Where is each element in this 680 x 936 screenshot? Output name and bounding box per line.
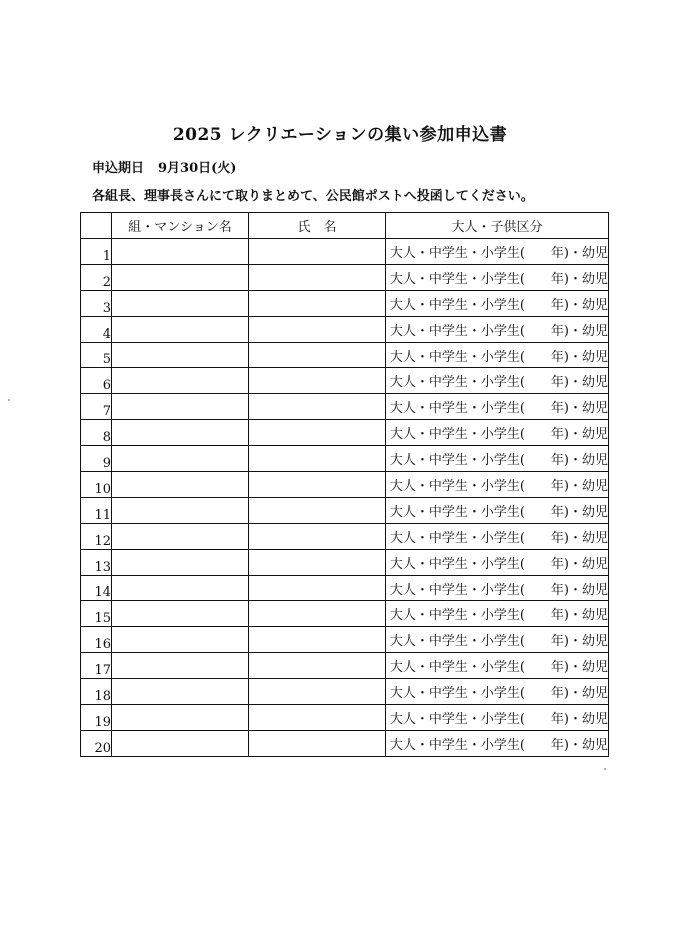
category-options-after: 年)・幼児 bbox=[550, 737, 608, 753]
category-cell[interactable] bbox=[386, 730, 609, 756]
category-options-after: 年)・幼児 bbox=[550, 245, 608, 261]
group-name-cell[interactable] bbox=[112, 523, 249, 549]
person-name-cell[interactable] bbox=[249, 394, 386, 420]
category-cell[interactable] bbox=[386, 290, 609, 316]
category-options-after: 年)・幼児 bbox=[550, 608, 608, 624]
deadline-value: 9月30日(火) bbox=[158, 161, 237, 176]
group-name-cell[interactable] bbox=[112, 394, 249, 420]
table-row bbox=[81, 705, 609, 731]
category-options-after: 年)・幼児 bbox=[550, 453, 608, 469]
group-name-cell[interactable] bbox=[112, 472, 249, 498]
category-options-before: 大人・中学生・小学生( bbox=[389, 401, 525, 417]
category-options-before: 大人・中学生・小学生( bbox=[389, 375, 525, 391]
person-name-cell[interactable] bbox=[249, 446, 386, 472]
table-row bbox=[81, 472, 609, 498]
category-options-before: 大人・中学生・小学生( bbox=[389, 530, 525, 546]
category-cell[interactable] bbox=[386, 239, 609, 265]
category-cell[interactable] bbox=[386, 679, 609, 705]
category-options-before: 大人・中学生・小学生( bbox=[389, 453, 525, 469]
group-name-cell[interactable] bbox=[112, 290, 249, 316]
category-cell[interactable] bbox=[386, 394, 609, 420]
category-options-before: 大人・中学生・小学生( bbox=[389, 634, 525, 650]
person-name-cell[interactable] bbox=[249, 239, 386, 265]
deadline bbox=[92, 157, 236, 176]
row-number: 11 bbox=[81, 497, 112, 523]
table-row bbox=[81, 549, 609, 575]
category-options-after: 年)・幼児 bbox=[550, 375, 608, 391]
deadline-label: 申込期日 bbox=[92, 161, 145, 176]
person-name-cell[interactable] bbox=[249, 264, 386, 290]
row-number: 6 bbox=[81, 368, 112, 394]
category-options-before: 大人・中学生・小学生( bbox=[389, 686, 525, 702]
table-row bbox=[81, 316, 609, 342]
person-name-cell[interactable] bbox=[249, 368, 386, 394]
person-name-cell[interactable] bbox=[249, 523, 386, 549]
table-row bbox=[81, 653, 609, 679]
category-cell[interactable] bbox=[386, 653, 609, 679]
category-options-after: 年)・幼児 bbox=[550, 401, 608, 417]
table-row bbox=[81, 497, 609, 523]
header-category: 大人・子供区分 bbox=[386, 213, 609, 239]
table-row bbox=[81, 523, 609, 549]
row-number: 13 bbox=[81, 549, 112, 575]
row-number: 4 bbox=[81, 316, 112, 342]
table-row bbox=[81, 342, 609, 368]
header-name: 氏 名 bbox=[249, 213, 386, 239]
category-options-after: 年)・幼児 bbox=[550, 323, 608, 339]
scan-speck bbox=[8, 399, 10, 401]
row-number: 2 bbox=[81, 264, 112, 290]
category-cell[interactable] bbox=[386, 705, 609, 731]
table-row bbox=[81, 368, 609, 394]
row-number: 7 bbox=[81, 394, 112, 420]
row-number: 17 bbox=[81, 653, 112, 679]
group-name-cell[interactable] bbox=[112, 239, 249, 265]
person-name-cell[interactable] bbox=[249, 730, 386, 756]
table-row bbox=[81, 264, 609, 290]
row-number: 1 bbox=[81, 239, 112, 265]
category-options-before: 大人・中学生・小学生( bbox=[389, 608, 525, 624]
group-name-cell[interactable] bbox=[112, 575, 249, 601]
table-row bbox=[81, 575, 609, 601]
group-name-cell[interactable] bbox=[112, 705, 249, 731]
category-options-before: 大人・中学生・小学生( bbox=[389, 271, 525, 287]
table-row bbox=[81, 394, 609, 420]
category-options-after: 年)・幼児 bbox=[550, 582, 608, 598]
row-number: 12 bbox=[81, 523, 112, 549]
table-row bbox=[81, 679, 609, 705]
group-name-cell[interactable] bbox=[112, 601, 249, 627]
person-name-cell[interactable] bbox=[249, 316, 386, 342]
category-cell[interactable] bbox=[386, 523, 609, 549]
group-name-cell[interactable] bbox=[112, 653, 249, 679]
row-number: 8 bbox=[81, 420, 112, 446]
person-name-cell[interactable] bbox=[249, 627, 386, 653]
table-row bbox=[81, 627, 609, 653]
category-options-before: 大人・中学生・小学生( bbox=[389, 349, 525, 365]
category-cell[interactable] bbox=[386, 368, 609, 394]
group-name-cell[interactable] bbox=[112, 420, 249, 446]
header-number bbox=[81, 213, 112, 239]
category-options-before: 大人・中学生・小学生( bbox=[389, 245, 525, 261]
category-options-before: 大人・中学生・小学生( bbox=[389, 323, 525, 339]
table-row bbox=[81, 601, 609, 627]
row-number: 3 bbox=[81, 290, 112, 316]
category-options-after: 年)・幼児 bbox=[550, 530, 608, 546]
category-options-before: 大人・中学生・小学生( bbox=[389, 297, 525, 313]
category-cell[interactable] bbox=[386, 264, 609, 290]
group-name-cell[interactable] bbox=[112, 497, 249, 523]
category-options-before: 大人・中学生・小学生( bbox=[389, 427, 525, 443]
person-name-cell[interactable] bbox=[249, 653, 386, 679]
category-cell[interactable] bbox=[386, 601, 609, 627]
category-options-after: 年)・幼児 bbox=[550, 271, 608, 287]
person-name-cell[interactable] bbox=[249, 420, 386, 446]
category-options-before: 大人・中学生・小学生( bbox=[389, 737, 525, 753]
group-name-cell[interactable] bbox=[112, 342, 249, 368]
category-options-before: 大人・中学生・小学生( bbox=[389, 582, 525, 598]
category-options-after: 年)・幼児 bbox=[550, 504, 608, 520]
category-options-before: 大人・中学生・小学生( bbox=[389, 660, 525, 676]
row-number: 20 bbox=[81, 730, 112, 756]
person-name-cell[interactable] bbox=[249, 575, 386, 601]
category-options-after: 年)・幼児 bbox=[550, 634, 608, 650]
person-name-cell[interactable] bbox=[249, 497, 386, 523]
category-cell[interactable] bbox=[386, 472, 609, 498]
person-name-cell[interactable] bbox=[249, 290, 386, 316]
person-name-cell[interactable] bbox=[249, 601, 386, 627]
category-options-after: 年)・幼児 bbox=[550, 686, 608, 702]
table-row bbox=[81, 420, 609, 446]
table-header-row bbox=[81, 213, 609, 239]
category-options-before: 大人・中学生・小学生( bbox=[389, 478, 525, 494]
category-options-after: 年)・幼児 bbox=[550, 297, 608, 313]
category-cell[interactable] bbox=[386, 497, 609, 523]
group-name-cell[interactable] bbox=[112, 730, 249, 756]
table-row bbox=[81, 446, 609, 472]
category-cell[interactable] bbox=[386, 316, 609, 342]
row-number: 19 bbox=[81, 705, 112, 731]
table-row bbox=[81, 239, 609, 265]
group-name-cell[interactable] bbox=[112, 549, 249, 575]
category-cell[interactable] bbox=[386, 575, 609, 601]
group-name-cell[interactable] bbox=[112, 446, 249, 472]
category-options-before: 大人・中学生・小学生( bbox=[389, 504, 525, 520]
group-name-cell[interactable] bbox=[112, 368, 249, 394]
category-options-after: 年)・幼児 bbox=[550, 478, 608, 494]
application-table bbox=[80, 212, 609, 757]
row-number: 14 bbox=[81, 575, 112, 601]
person-name-cell[interactable] bbox=[249, 342, 386, 368]
table-row bbox=[81, 730, 609, 756]
group-name-cell[interactable] bbox=[112, 264, 249, 290]
category-cell[interactable] bbox=[386, 627, 609, 653]
category-options-before: 大人・中学生・小学生( bbox=[389, 556, 525, 572]
category-options-after: 年)・幼児 bbox=[550, 349, 608, 365]
form-title: 2025 レクリエーションの集い参加申込書 bbox=[172, 125, 508, 145]
person-name-cell[interactable] bbox=[249, 549, 386, 575]
category-cell[interactable] bbox=[386, 549, 609, 575]
person-name-cell[interactable] bbox=[249, 472, 386, 498]
row-number: 18 bbox=[81, 679, 112, 705]
table-row bbox=[81, 290, 609, 316]
category-options-after: 年)・幼児 bbox=[550, 660, 608, 676]
scan-speck bbox=[604, 768, 606, 770]
group-name-cell[interactable] bbox=[112, 316, 249, 342]
category-options-after: 年)・幼児 bbox=[550, 427, 608, 443]
group-name-cell[interactable] bbox=[112, 627, 249, 653]
category-cell[interactable] bbox=[386, 446, 609, 472]
category-cell[interactable] bbox=[386, 342, 609, 368]
category-options-after: 年)・幼児 bbox=[550, 556, 608, 572]
header-group: 組・マンション名 bbox=[112, 213, 249, 239]
category-options-before: 大人・中学生・小学生( bbox=[389, 711, 525, 727]
row-number: 10 bbox=[81, 472, 112, 498]
category-cell[interactable] bbox=[386, 420, 609, 446]
row-number: 16 bbox=[81, 627, 112, 653]
person-name-cell[interactable] bbox=[249, 679, 386, 705]
row-number: 5 bbox=[81, 342, 112, 368]
person-name-cell[interactable] bbox=[249, 705, 386, 731]
row-number: 15 bbox=[81, 601, 112, 627]
instruction-text: 各組長、理事長さんにて取りまとめて、公民館ポストへ投函してください。 bbox=[92, 189, 534, 204]
row-number: 9 bbox=[81, 446, 112, 472]
group-name-cell[interactable] bbox=[112, 679, 249, 705]
category-options-after: 年)・幼児 bbox=[550, 711, 608, 727]
